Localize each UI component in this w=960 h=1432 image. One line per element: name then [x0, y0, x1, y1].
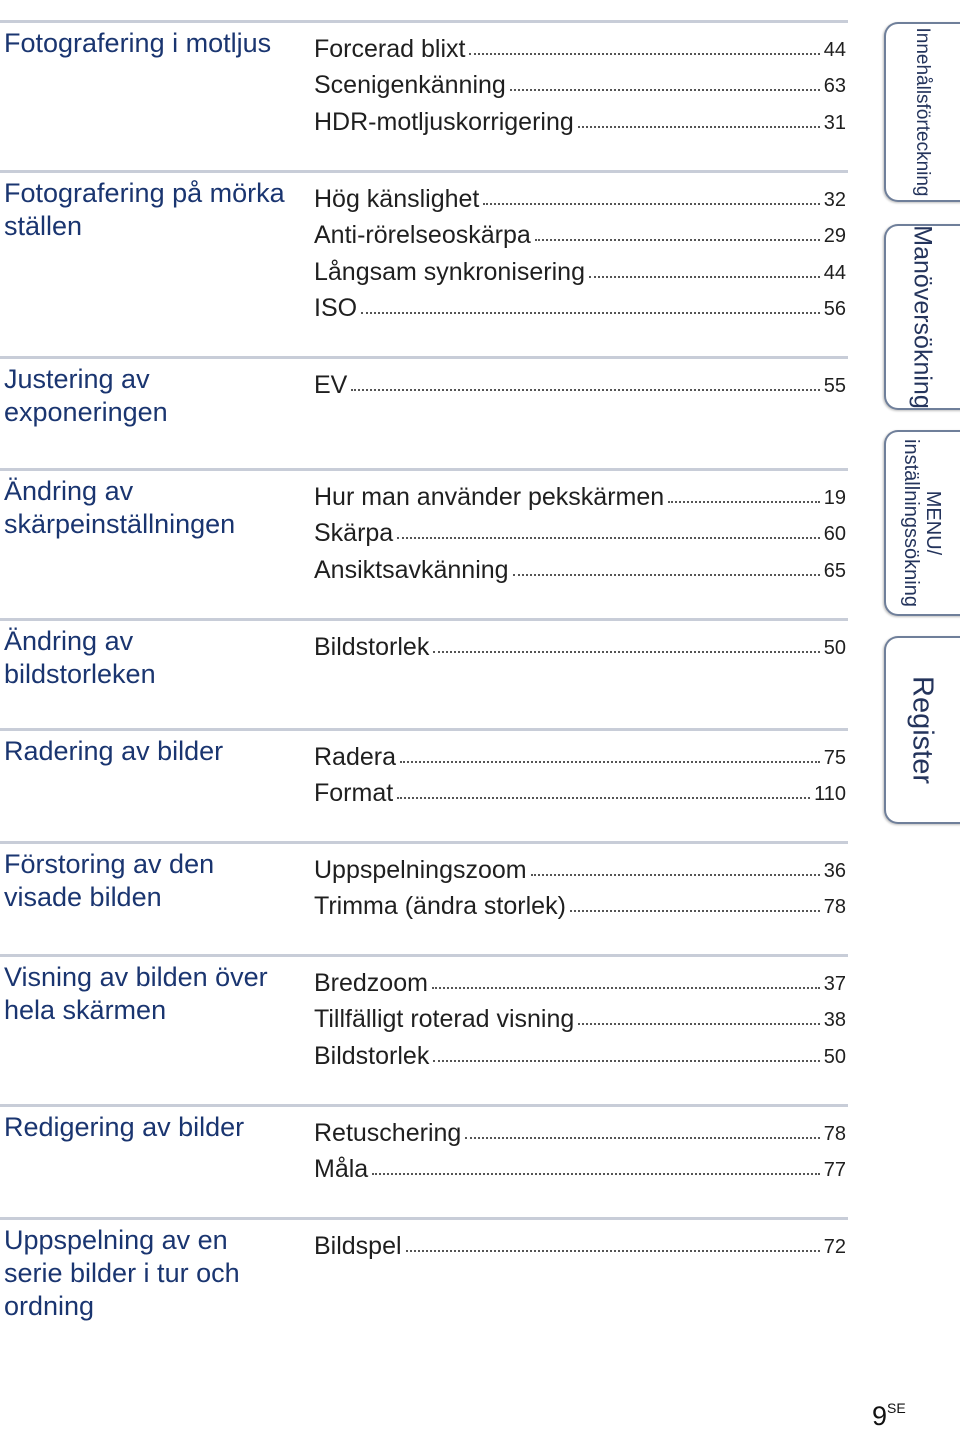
entry-page: 19 [823, 486, 846, 509]
entry-link[interactable] [314, 848, 846, 885]
dot-leader [361, 312, 820, 314]
entry-label: Uppspelningszoom [314, 855, 527, 884]
entry-label: Hur man använder pekskärmen [314, 482, 665, 511]
entry-list [314, 735, 846, 808]
entry-page: 31 [823, 111, 846, 134]
entry-link[interactable] [314, 998, 846, 1035]
entry-link[interactable] [314, 363, 846, 400]
category-title: Ändring av bildstorleken [4, 626, 156, 689]
entry-link[interactable] [314, 250, 846, 287]
section-fullscreen [0, 954, 848, 1070]
entry-page: 75 [823, 746, 846, 769]
section-slideshow [0, 1217, 848, 1321]
dot-leader [483, 203, 819, 205]
entry-label: Radera [314, 742, 396, 771]
tab-menu-settings-search[interactable] [884, 430, 960, 616]
entry-page: 44 [823, 261, 846, 284]
entry-link[interactable] [314, 1224, 846, 1261]
tab-operation-search[interactable] [884, 224, 960, 410]
entry-label: Skärpa [314, 519, 394, 547]
section-exposure [0, 356, 848, 427]
entry-page: 72 [823, 1235, 846, 1258]
entry-page: 78 [823, 896, 846, 918]
entry-page: 50 [823, 636, 846, 659]
dot-leader [570, 910, 820, 912]
entry-page: 38 [823, 1009, 846, 1031]
dot-leader [589, 276, 820, 278]
entry-label: HDR-motljuskorrigering [314, 107, 574, 136]
dot-leader [469, 53, 819, 55]
section-dark-places [0, 170, 848, 322]
page-number-suffix: SE [887, 1400, 906, 1416]
entry-label: Forcerad blixt [314, 34, 466, 63]
entry-link[interactable] [314, 735, 846, 772]
category-title: Justering av exponeringen [4, 364, 168, 427]
dot-leader [510, 89, 820, 91]
tab-label: Register [906, 676, 939, 784]
dot-leader [668, 501, 820, 503]
entry-label: Bredzoom [314, 968, 428, 997]
entry-page: 37 [823, 972, 846, 995]
entry-page: 77 [823, 1159, 846, 1181]
entry-list [314, 848, 846, 921]
section-editing [0, 1104, 848, 1183]
section-image-size [0, 618, 848, 689]
entry-list [314, 475, 846, 585]
entry-link[interactable] [314, 548, 846, 585]
entry-list [314, 961, 846, 1071]
category-title: Radering av bilder [4, 736, 224, 766]
entry-link[interactable] [314, 177, 846, 214]
dot-leader [432, 987, 820, 989]
entry-label: Måla [314, 1155, 369, 1183]
entry-page: 55 [823, 374, 846, 397]
entry-list [314, 177, 846, 323]
entry-page: 50 [823, 1045, 846, 1068]
category-title: Fotografering på mörka ställen [4, 178, 285, 241]
section-focus [0, 468, 848, 584]
entry-page: 56 [823, 298, 846, 320]
dot-leader [397, 797, 810, 799]
dot-leader [578, 1023, 819, 1025]
entry-link[interactable] [314, 100, 846, 137]
entry-page: 110 [814, 783, 846, 805]
category-title: Uppspelning av en serie bilder i tur och ordning [4, 1225, 240, 1321]
entry-link[interactable] [314, 961, 846, 998]
entry-label: Ansiktsavkänning [314, 555, 509, 584]
entry-link[interactable] [314, 625, 846, 662]
entry-label: Tillfälligt roterad visning [314, 1005, 575, 1033]
page-number-value: 9 [872, 1401, 888, 1431]
entry-label: ISO [314, 294, 358, 322]
entry-page: 32 [823, 188, 846, 211]
entry-label: Trimma (ändra storlek) [314, 892, 566, 920]
tab-label: MENU/ inställningssökning [900, 439, 944, 607]
entry-label: Scenigenkänning [314, 71, 506, 99]
entry-label: Retuschering [314, 1118, 462, 1147]
entry-page: 44 [823, 38, 846, 61]
dot-leader [433, 651, 819, 653]
dot-leader [535, 239, 820, 241]
category-title: Fotografering i motljus [4, 28, 272, 58]
entry-label: Anti-rörelseoskärpa [314, 221, 531, 249]
dot-leader [578, 126, 820, 128]
category-title: Ändring av skärpeinställningen [4, 476, 236, 539]
category-title: Förstoring av den visade bilden [4, 849, 215, 912]
entry-label: Långsam synkronisering [314, 257, 585, 286]
entry-label: EV [314, 370, 348, 399]
section-backlight [0, 20, 848, 136]
category-title: Redigering av bilder [4, 1112, 245, 1142]
entry-page: 29 [823, 225, 846, 247]
entry-label: Hög känslighet [314, 184, 480, 213]
section-delete [0, 728, 848, 807]
entry-page: 36 [823, 859, 846, 882]
entry-page: 60 [823, 523, 846, 545]
entry-link[interactable] [314, 287, 846, 324]
entry-link[interactable] [314, 512, 846, 549]
dot-leader [465, 1137, 819, 1139]
dot-leader [513, 574, 820, 576]
entry-list [314, 1111, 846, 1184]
dot-leader [406, 1250, 820, 1252]
category-title: Visning av bilden över hela skärmen [4, 962, 268, 1025]
entry-label: Bildstorlek [314, 632, 430, 661]
dot-leader [433, 1060, 819, 1062]
entry-link[interactable] [314, 64, 846, 101]
entry-label: Bildspel [314, 1231, 402, 1260]
entry-link[interactable] [314, 1034, 846, 1071]
section-zoom [0, 841, 848, 920]
entry-page: 63 [823, 75, 846, 97]
entry-link[interactable] [314, 1111, 846, 1148]
dot-leader [351, 389, 819, 391]
entry-page: 65 [823, 559, 846, 582]
entry-list [314, 363, 846, 400]
tab-index[interactable] [884, 636, 960, 824]
entry-label: Format [314, 779, 394, 807]
entry-link[interactable] [314, 772, 846, 809]
entry-list [314, 1224, 846, 1261]
tab-table-of-contents[interactable] [884, 22, 960, 202]
entry-link[interactable] [314, 1148, 846, 1185]
entry-link[interactable] [314, 27, 846, 64]
entry-list [314, 625, 846, 662]
dot-leader [400, 761, 820, 763]
tab-label: Innehållsförteckning [912, 27, 933, 197]
dot-leader [372, 1173, 820, 1175]
entry-link[interactable] [314, 885, 846, 922]
page-number [872, 1400, 906, 1432]
entry-label: Bildstorlek [314, 1041, 430, 1070]
entry-page: 78 [823, 1122, 846, 1145]
dot-leader [531, 874, 820, 876]
tab-label: Manöversökning [908, 225, 937, 409]
entry-link[interactable] [314, 214, 846, 251]
entry-link[interactable] [314, 475, 846, 512]
dot-leader [397, 537, 820, 539]
entry-list [314, 27, 846, 137]
